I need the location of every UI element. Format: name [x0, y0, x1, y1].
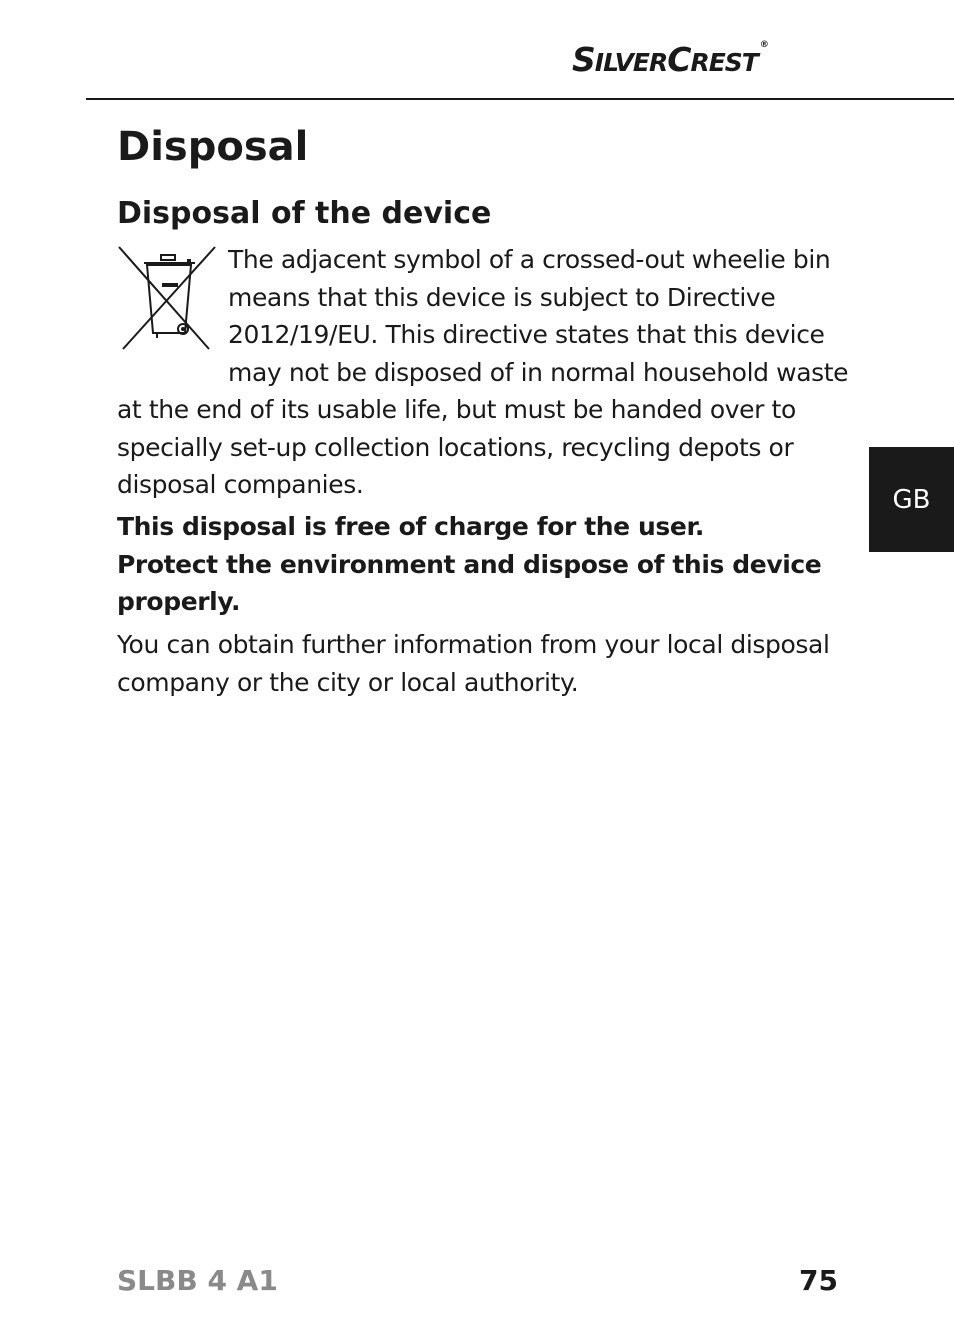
brand-letter-c: C	[667, 40, 691, 79]
header-divider	[86, 98, 954, 100]
protect-environment-notice: Protect the environment and dispose of this device properly.	[117, 549, 822, 616]
intro-paragraph	[117, 241, 852, 504]
icon-spacer	[117, 241, 228, 391]
section-title: Disposal of the device	[117, 196, 492, 231]
footer-model-number: SLBB 4 A1	[117, 1264, 278, 1297]
info-paragraph: You can obtain further information from your local disposal company or the city or local authority.	[117, 630, 830, 697]
language-tab	[869, 447, 954, 552]
footer-page-number: 75	[799, 1264, 838, 1297]
language-tab-label: GB	[892, 484, 931, 515]
brand-word-crest: REST	[690, 48, 758, 77]
brand-letter-s: S	[572, 40, 595, 79]
page-title: Disposal	[117, 124, 309, 170]
brand-wordmark	[572, 40, 768, 79]
brand-logo	[572, 40, 842, 86]
notice-block	[117, 508, 852, 621]
registered-mark: ®	[759, 40, 768, 50]
intro-text: The adjacent symbol of a crossed-out wheelie bin means that this device is subject to Directive 2012/19/EU. This directive states that this device may not be disposed of in normal household waste at the end of its usable life, but must be handed over to specially set-up collection locations, recycling depots or disposal companies.	[117, 245, 849, 499]
free-of-charge-notice: This disposal is free of charge for the user.	[117, 512, 704, 541]
brand-word-silver: ILVER	[594, 48, 668, 77]
